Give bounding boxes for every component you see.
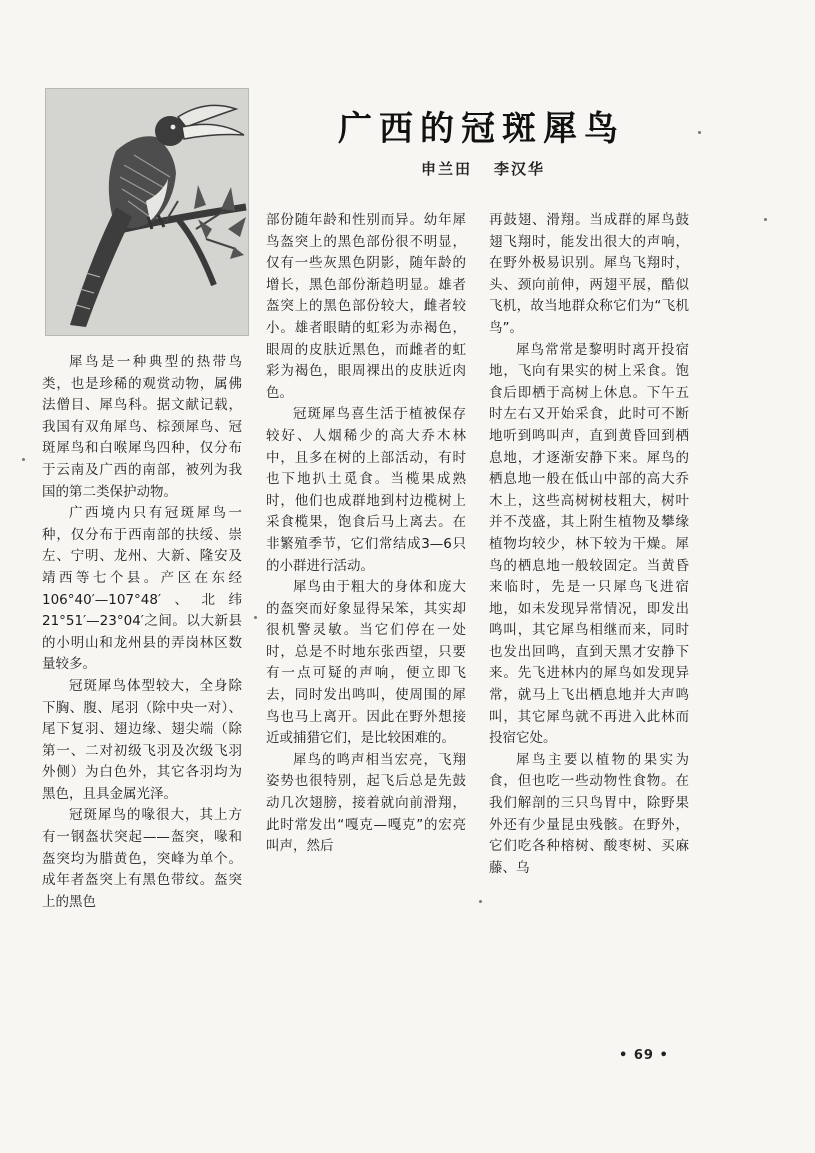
article-title: 广西的冠斑犀鸟 (338, 109, 625, 149)
scan-speck (698, 131, 701, 134)
paragraph: 再鼓翅、滑翔。当成群的犀鸟鼓翅飞翔时，能发出很大的声响，在野外极易识别。犀鸟飞翔时，头、颈向前伸，两翅平展，酷似飞机，故当地群众称它们为“飞机鸟”。 (489, 212, 689, 336)
paragraph: 广西境内只有冠斑犀鸟一种，仅分布于西南部的扶绥、崇左、宁明、龙州、大新、隆安及靖西等七个县。产区在东经106°40′—107°48′、北纬21°51′—23°04′之间。以大新县的小明山和龙州县的弄岗林区数量较多。 (42, 505, 242, 673)
paragraph: 犀鸟由于粗大的身体和庞大的盔突而好象显得呆笨，其实却很机警灵敏。当它们停在一处时，总是不时地东张西望，只要有一点可疑的声响，便立即飞去，同时发出鸣叫，使周围的犀鸟也马上离开。因此在野外想接近或捕猎它们，是比较困难的。 (266, 579, 466, 747)
scan-speck (254, 616, 257, 619)
paragraph: 冠斑犀鸟的喙很大，其上方有一钢盔状突起——盔突，喙和盔突均为腊黄色，突峰为单个。成年者盔突上有黑色带纹。盔突上的黑色 (42, 807, 242, 910)
paragraph: 犀鸟常常是黎明时离开投宿地，飞向有果实的树上采食。饱食后即栖于高树上休息。下午五时左右又开始采食，此时可不断地听到鸣叫声，直到黄昏回到栖息地，才逐渐安静下来。犀鸟的栖息地一般在低山中部的高大乔木上，这些高树树枝粗大，树叶并不茂盛，其上附生植物及攀缘植物均较少，林下较为干燥。犀鸟的栖息地一般较固定。当黄昏来临时，先是一只犀鸟飞进宿地，如未发现异常情况，即发出鸣叫，其它犀鸟相继而来，同时也发出回鸣，直到天黑才安静下来。先飞进林内的犀鸟如发现异常，就马上飞出栖息地并大声鸣叫，其它犀鸟就不再进入此林而投宿它处。 (489, 341, 689, 747)
paragraph: 犀鸟是一种典型的热带鸟类，也是珍稀的观赏动物，属佛法僧目、犀鸟科。据文献记载，我国有双角犀鸟、棕颈犀鸟、冠斑犀鸟和白喉犀鸟四种，仅分布于云南及广西的南部，被列为我国的第二类保护动物。 (42, 354, 242, 500)
paragraph: 冠斑犀鸟体型较大，全身除下胸、腹、尾羽（除中央一对）、尾下复羽、翅边缘、翅尖端（除第一、二对初级飞羽及次级飞羽外侧）为白色外，其它各羽均为黑色，且具金属光泽。 (42, 677, 242, 802)
scan-speck (22, 458, 25, 461)
paragraph: 冠斑犀鸟喜生活于植被保存较好、人烟稀少的高大乔木林中，且多在树的上部活动，有时也下地扒土觅食。当榄果成熟时，他们也成群地到村边榄树上采食榄果，饱食后马上离去。在非繁殖季节，它们常结成3—6只的小群进行活动。 (266, 406, 466, 574)
author-name: 李汉华 (494, 160, 546, 178)
scan-speck (479, 900, 482, 903)
paragraph: 犀鸟的鸣声相当宏亮，飞翔姿势也很特别，起飞后总是先鼓动几次翅膀，接着就向前滑翔，此时常发出“嘎克—嘎克”的宏亮叫声，然后 (266, 751, 466, 855)
author-name: 申兰田 (421, 160, 473, 178)
hornbill-drawing (46, 89, 248, 335)
text-column-3 (489, 210, 689, 879)
paragraph: 犀鸟主要以植物的果实为食，但也吃一些动物性食物。在我们解剖的三只鸟胃中，除野果外还有少量昆虫残骸。在野外，它们吃各种榕树、酸枣树、买麻藤、乌 (489, 751, 689, 876)
scan-speck (764, 218, 767, 221)
text-column-2 (266, 210, 466, 858)
article-authors (421, 158, 601, 179)
hornbill-illustration (45, 88, 249, 336)
text-column-1 (42, 352, 242, 913)
page-number: • 69 • (619, 1048, 669, 1063)
paragraph: 部份随年龄和性别而异。幼年犀鸟盔突上的黑色部份很不明显，仅有一些灰黑色阴影，随年龄的增长，黑色部份渐趋明显。雄者盔突上的黑色部份较大，雌者较小。雄者眼睛的虹彩为赤褐色，眼周的皮肤近黑色，而雌者的虹彩为褐色，眼周裸出的皮肤近肉色。 (266, 212, 466, 401)
